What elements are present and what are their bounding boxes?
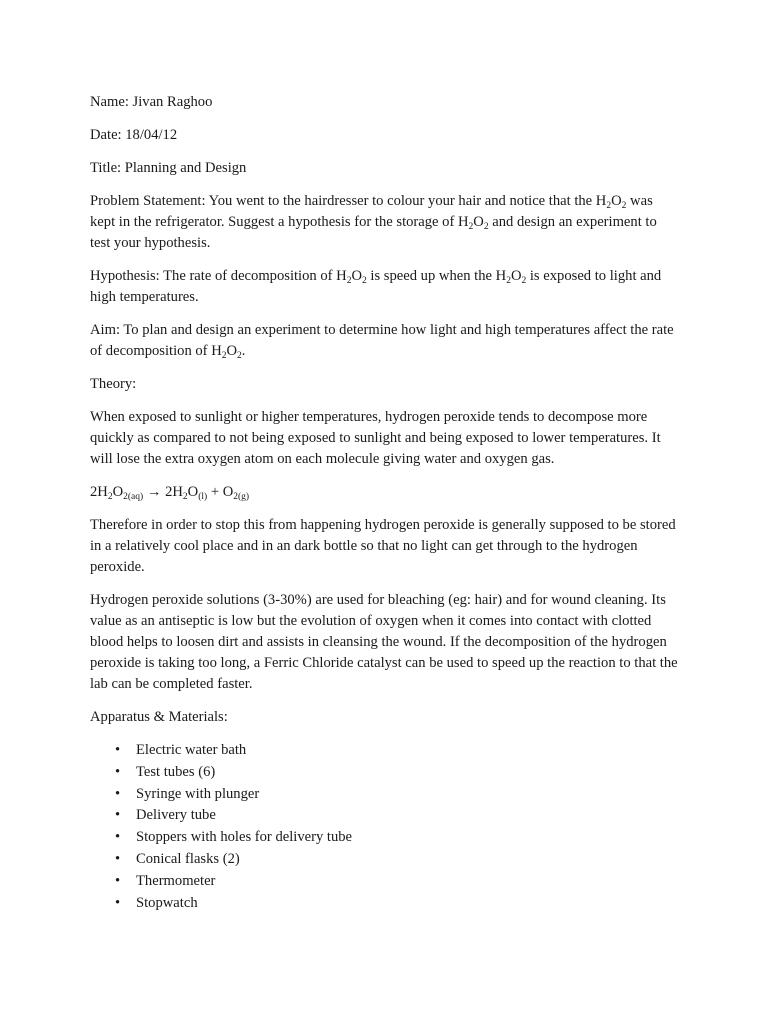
- decomposition-equation: $2H_2O_{2(aq)} \to 2H_2O_{(l)} + O_{2(g)}$: [90, 484, 250, 502]
- name-line: Name: Jivan Raghoo: [90, 94, 213, 110]
- problem-statement: Problem Statement: You went to the hairdresser to colour your hair and notice that the $H_2O_2$ was kept in the refrigerator. Suggest a hypothesis for the storage of $H_2O_2$ and design an experiment to test your hypothesis.: [90, 193, 657, 251]
- hypothesis: Hypothesis: The rate of decomposition of $H_2O_2$ is speed up when the $H_2O_2$ is exposed to light and high temperatures.: [90, 268, 662, 305]
- title-line: Title: Planning and Design: [90, 160, 247, 176]
- bullet-icon: •: [115, 829, 121, 846]
- bullet-icon: •: [115, 763, 121, 780]
- list-item: • Thermometer: [90, 871, 680, 893]
- apparatus-heading: Apparatus & Materials:: [90, 709, 228, 725]
- list-item: • Stopwatch: [90, 893, 680, 915]
- bullet-icon: •: [115, 872, 121, 889]
- list-item: • Syringe with plunger: [90, 784, 680, 806]
- list-item: • Test tubes (6): [90, 762, 680, 784]
- list-item: • Conical flasks (2): [90, 849, 680, 871]
- aim: Aim: To plan and design an experiment to determine how light and high temperatures affect the rate of decomposition of $H_2O_2$.: [90, 322, 674, 361]
- bullet-icon: •: [115, 807, 121, 824]
- theory-heading: Theory:: [90, 376, 137, 392]
- apparatus-list: [90, 740, 680, 914]
- list-item: • Delivery tube: [90, 805, 680, 827]
- list-item: • Electric water bath: [90, 740, 680, 762]
- bullet-icon: •: [115, 785, 121, 802]
- date-line: Date: 18/04/12: [90, 127, 178, 143]
- uses-paragraph: Hydrogen peroxide solutions (3-30%) are used for bleaching (eg: hair) and for wound cleaning. Its value as an antiseptic is low but the evolution of oxygen when it comes into contact with clotted blood helps to loosen dirt and assists in cleansing the wound. If the decomposition of the hydrogen peroxide is taking too long, a Ferric Chloride catalyst can be used to speed up the reaction to that the lab can be completed faster.: [90, 592, 678, 692]
- theory-paragraph: When exposed to sunlight or higher temperatures, hydrogen peroxide tends to decompose more quickly as compared to not being exposed to sunlight and being exposed to lower temperatures. It will lose the extra oxygen atom on each molecule giving water and oxygen gas.: [90, 409, 661, 467]
- storage-paragraph: Therefore in order to stop this from happening hydrogen peroxide is generally supposed to be stored in a relatively cool place and in an dark bottle so that no light can get through to the hydrogen peroxide.: [90, 517, 676, 575]
- bullet-icon: •: [115, 894, 121, 911]
- document-page: [90, 92, 680, 914]
- bullet-icon: •: [115, 742, 121, 758]
- list-item: • Stoppers with holes for delivery tube: [90, 827, 680, 849]
- bullet-icon: •: [115, 850, 121, 867]
